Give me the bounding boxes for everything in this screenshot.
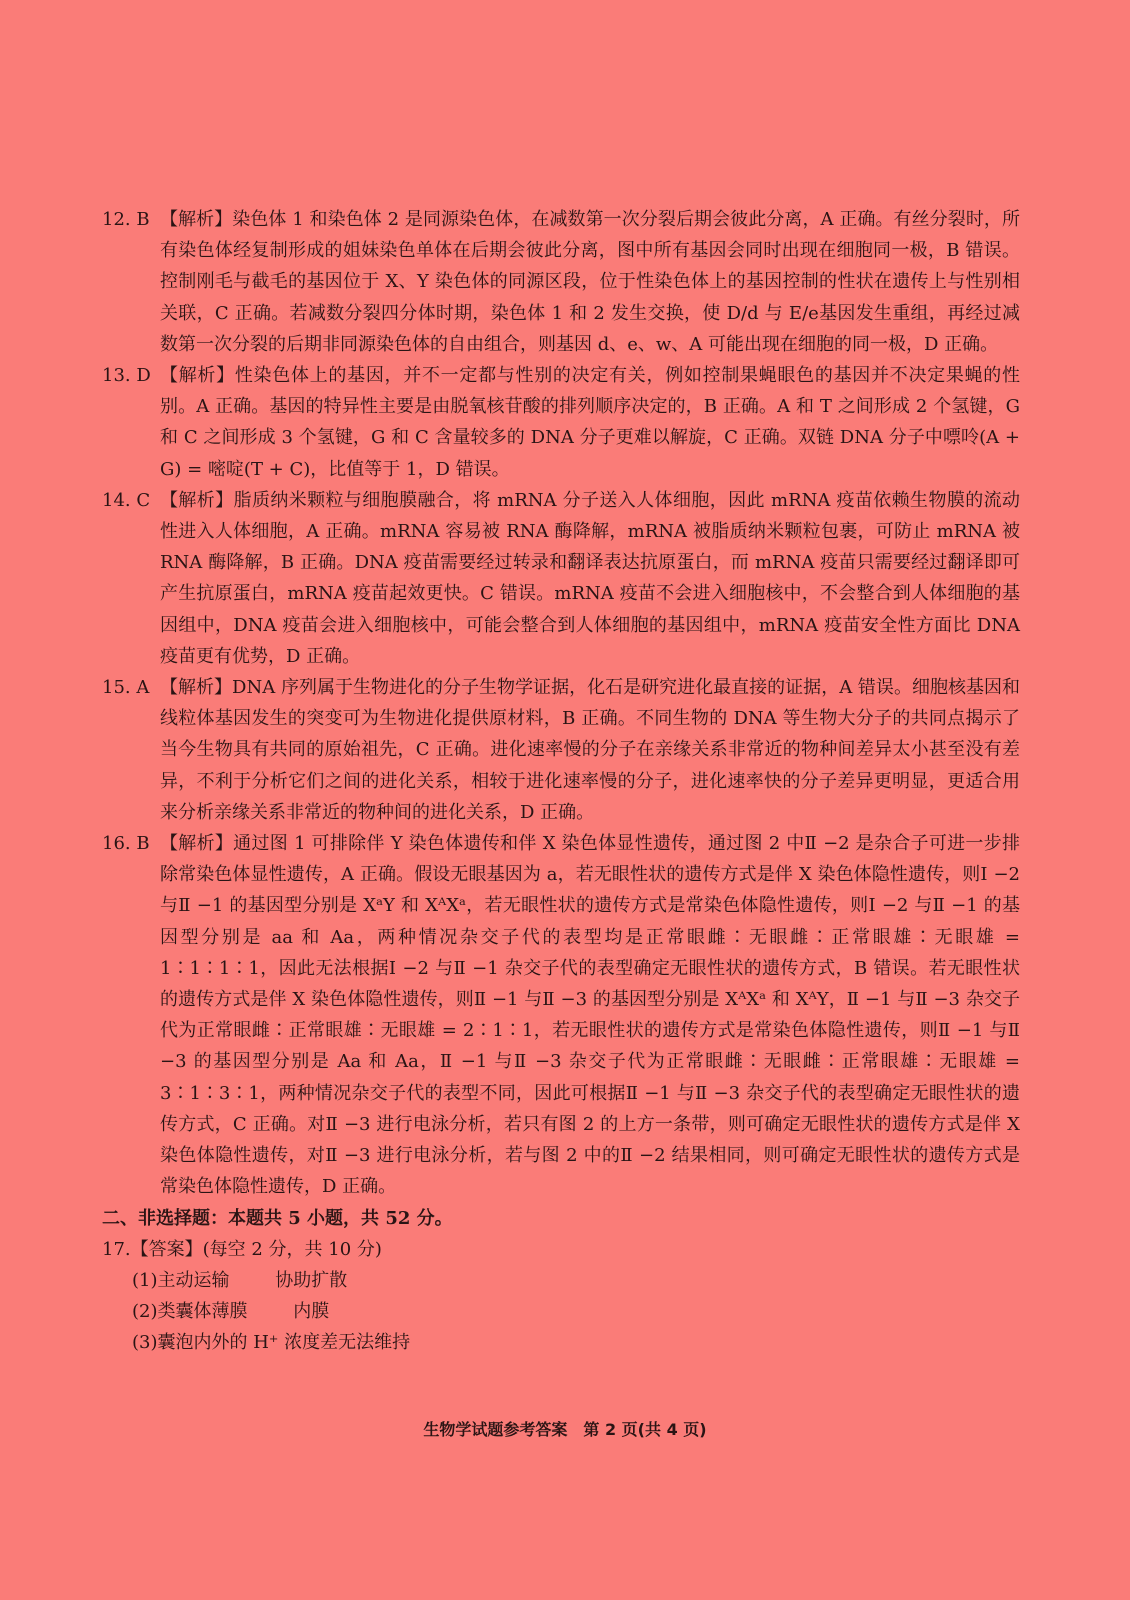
- item-number: 14. C: [102, 489, 151, 511]
- sub-answer-2: (2)类囊体薄膜 内膜: [132, 1301, 330, 1323]
- answer-item-16: [102, 828, 1020, 1202]
- answer-item-13: [102, 360, 1020, 485]
- answer-item-14: [102, 485, 1020, 672]
- section-heading: 二、非选择题：本题共 5 小题，共 52 分。: [102, 1207, 453, 1229]
- page-footer: 生物学试题参考答案 第 2 页(共 4 页): [423, 1420, 707, 1439]
- item-explanation: 【解析】DNA 序列属于生物进化的分子生物学证据，化石是研究进化最直接的证据，A 错误。细胞核基因和线粒体基因发生的突变可为生物进化提供原材料，B 正确。不同生物的 DNA 等生物大分子的共同点揭示了当今生物具有共同的原始祖先，C 正确。进化速率慢的分子在亲缘关系非常近的物种间差异太小甚至没有差异，不利于分析它们之间的进化关系，相较于进化速率慢的分子，进化速率快的分子差异更明显，更适合用来分析亲缘关系非常近的物种间的进化关系，D 正确。: [160, 677, 1020, 823]
- answer-content: [102, 204, 1020, 1359]
- question-17-heading: 17.【答案】(每空 2 分，共 10 分): [102, 1238, 382, 1260]
- item-number: 16. B: [102, 833, 150, 855]
- answer-item-12: [102, 204, 1020, 360]
- item-explanation: 【解析】通过图 1 可排除伴 Y 染色体遗传和伴 X 染色体显性遗传，通过图 2 中Ⅱ −2 是杂合子可进一步排除常染色体显性遗传，A 正确。假设无眼基因为 a，若无眼性状的遗传方式是伴 X 染色体隐性遗传，则Ⅰ −2 与Ⅱ −1 的基因型分别是 XᵃY 和 XᴬXᵃ，若无眼性状的遗传方式是常染色体隐性遗传，则Ⅰ −2 与Ⅱ −1 的基因型分别是 aa 和 Aa，两种情况杂交子代的表型均是正常眼雌∶无眼雌∶正常眼雄∶无眼雄 = 1∶1∶1∶1，因此无法根据Ⅰ −2 与Ⅱ −1 杂交子代的表型确定无眼性状的遗传方式，B 错误。若无眼性状的遗传方式是伴 X 染色体隐性遗传，则Ⅱ −1 与Ⅱ −3 的基因型分别是 XᴬXᵃ 和 XᴬY，Ⅱ −1 与Ⅱ −3 杂交子代为正常眼雌∶正常眼雄∶无眼雄 = 2∶1∶1，若无眼性状的遗传方式是常染色体隐性遗传，则Ⅱ −1 与Ⅱ −3 的基因型分别是 Aa 和 Aa，Ⅱ −1 与Ⅱ −3 杂交子代为正常眼雌∶无眼雌∶正常眼雄∶无眼雄 = 3∶1∶3∶1，两种情况杂交子代的表型不同，因此可根据Ⅱ −1 与Ⅱ −3 杂交子代的表型确定无眼性状的遗传方式，C 正确。对Ⅱ −3 进行电泳分析，若只有图 2 的上方一条带，则可确定无眼性状的遗传方式是伴 X 染色体隐性遗传，对Ⅱ −3 进行电泳分析，若与图 2 中的Ⅱ −2 结果相同，则可确定无眼性状的遗传方式是常染色体隐性遗传，D 正确。: [160, 833, 1020, 1198]
- item-explanation: 【解析】染色体 1 和染色体 2 是同源染色体，在减数第一次分裂后期会彼此分离，A 正确。有丝分裂时，所有染色体经复制形成的姐妹染色单体在后期会彼此分离，图中所有基因会同时出现在细胞同一极，B 错误。控制刚毛与截毛的基因位于 X、Y 染色体的同源区段，位于性染色体上的基因控制的性状在遗传上与性别相关联，C 正确。若减数分裂四分体时期，染色体 1 和 2 发生交换，使 D/d 与 E/e基因发生重组，再经过减数第一次分裂的后期非同源染色体的自由组合，则基因 d、e、w、A 可能出现在细胞的同一极，D 正确。: [160, 209, 1020, 355]
- item-number: 15. A: [102, 677, 150, 699]
- item-explanation: 【解析】脂质纳米颗粒与细胞膜融合，将 mRNA 分子送入人体细胞，因此 mRNA 疫苗依赖生物膜的流动性进入人体细胞，A 正确。mRNA 容易被 RNA 酶降解，mRNA 被脂质纳米颗粒包裹，可防止 mRNA 被 RNA 酶降解，B 正确。DNA 疫苗需要经过转录和翻译表达抗原蛋白，而 mRNA 疫苗只需要经过翻译即可产生抗原蛋白，mRNA 疫苗起效更快。C 错误。mRNA 疫苗不会进入细胞核中，不会整合到人体细胞的基因组中，DNA 疫苗会进入细胞核中，可能会整合到人体细胞的基因组中，mRNA 疫苗安全性方面比 DNA 疫苗更有优势，D 正确。: [160, 489, 1020, 667]
- item-number: 12. B: [102, 209, 150, 230]
- answer-item-15: [102, 672, 1020, 828]
- sub-answer-3: (3)囊泡内外的 H⁺ 浓度差无法维持: [132, 1332, 411, 1354]
- sub-answer-1: (1)主动运输 协助扩散: [132, 1269, 348, 1291]
- item-number: 13. D: [102, 365, 151, 387]
- item-explanation: 【解析】性染色体上的基因，并不一定都与性别的决定有关，例如控制果蝇眼色的基因并不决定果蝇的性别。A 正确。基因的特异性主要是由脱氧核苷酸的排列顺序决定的，B 正确。A 和 T 之间形成 2 个氢键，G 和 C 之间形成 3 个氢键，G 和 C 含量较多的 DNA 分子更难以解旋，C 正确。双链 DNA 分子中嘌呤(A + G) = 嘧啶(T + C)，比值等于 1，D 错误。: [160, 365, 1020, 480]
